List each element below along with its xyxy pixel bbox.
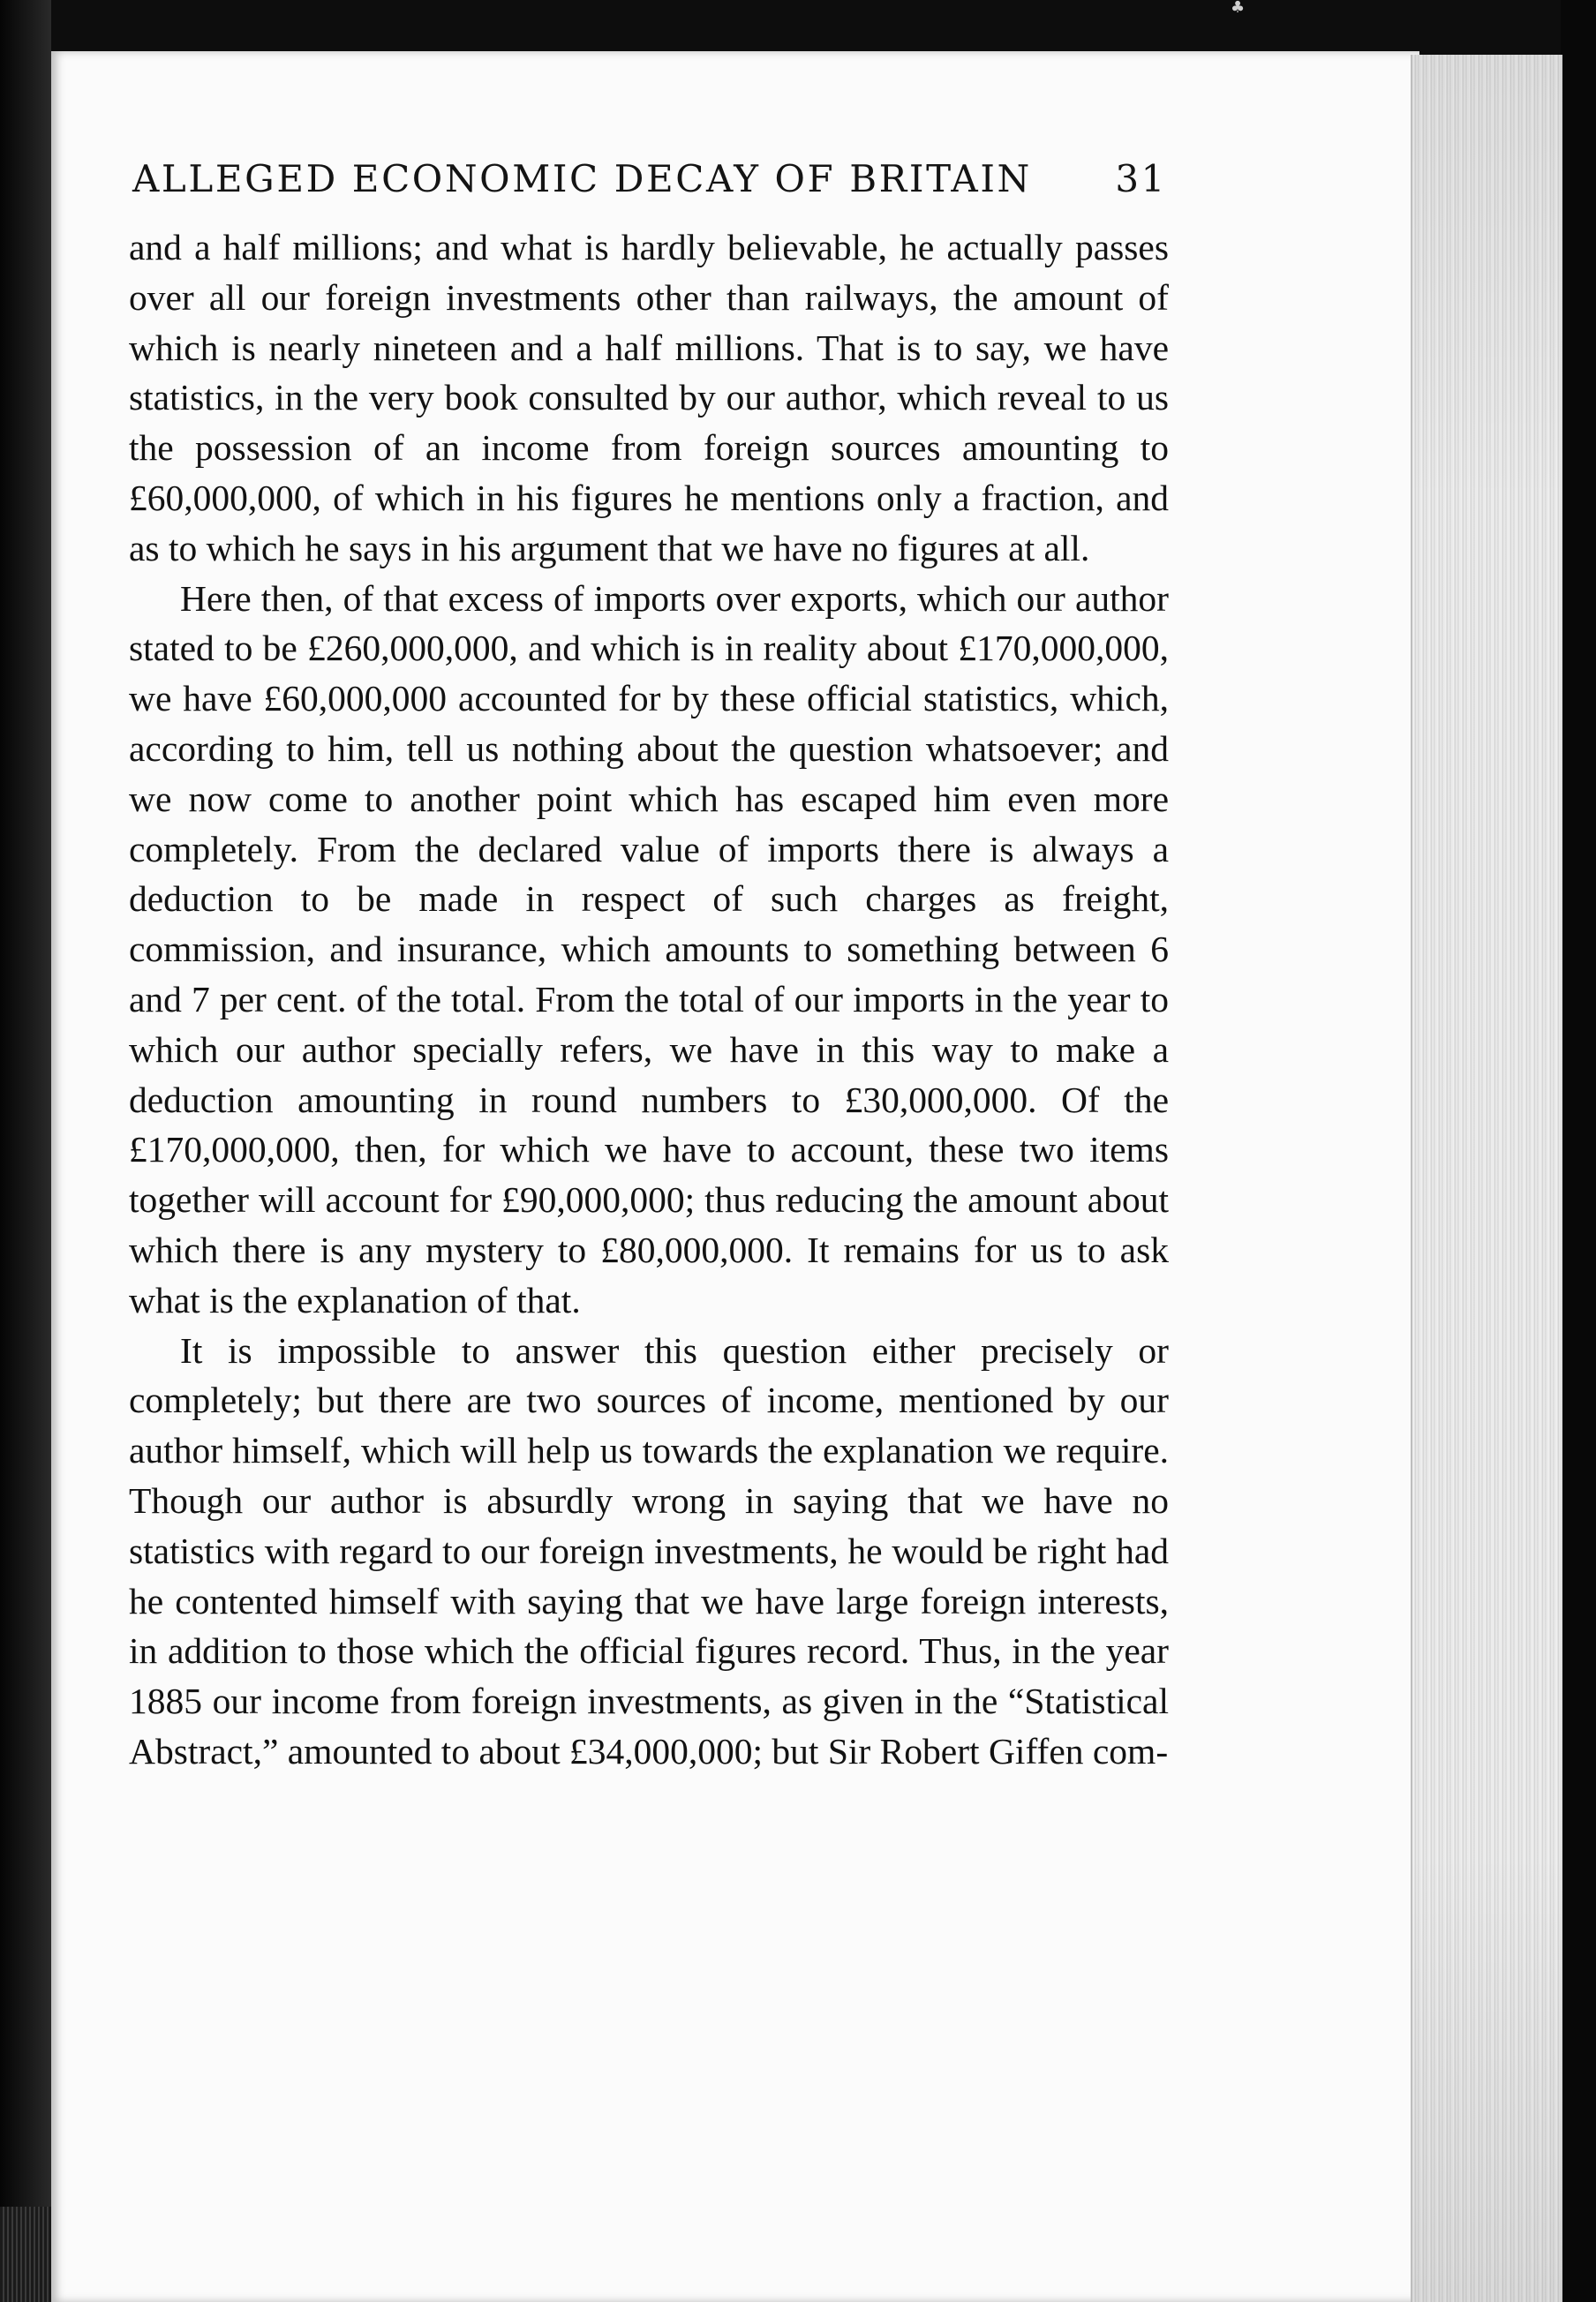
page-number: 31 — [1115, 157, 1167, 200]
paragraph-1: and a half millions; and what is hardly believable, he actually passes over all our foreign investments other than railways, the amount of which is nearly nineteen and a half millions. That is to say, we have statistics, in the very book consulted by our author, which reveal to us the possession of an income from foreign sources amounting to £60,000,000, of which in his figures he mentions only a fraction, and as to which he says in his argument that we have no figures at all. — [129, 227, 1169, 568]
page-edges — [1411, 55, 1562, 2302]
running-title: ALLEGED ECONOMIC DECAY OF BRITAIN — [132, 157, 1032, 200]
page-body — [129, 222, 1169, 1777]
scan-background-right — [1561, 0, 1596, 2302]
paragraph-2: Here then, of that excess of imports over exports, which our author stated to be £260,000,000, and which is in reality about £170,000,000, we have £60,000,000 accounted for by these official statistics, which, according to him, tell us nothing about the question whatsoever; and we now come to another point which has escaped him even more completely. From the declared value of imports there is always a deduction to be made in respect of such charges as freight, commission, and insurance, which amounts to something between 6 and 7 per cent. of the total. From the total of our imports in the year to which our author specially refers, we have in this way to make a deduction amounting in round numbers to £30,000,000. Of the £170,000,000, then, for which we have to account, these two items together will account for £90,000,000; thus reducing the amount about which there is any mystery to £80,000,000. It remains for us to ask what is the explanation of that. — [129, 577, 1169, 1320]
binding-edge — [0, 0, 51, 2302]
binding-fibers — [0, 2207, 51, 2302]
paragraph-3: It is impossible to answer this question either precisely or completely; but there are two sources of income, mentioned by our author himself, which will help us towards the explanation we require. Though our author is absurdly wrong in saying that we have no statistics with regard to our foreign investments, he would be right had he contented himself with saying that we have large foreign interests, in addition to those which the official figures record. Thus, in the year 1885 our income from foreign investments, as given in the “Statistical Abstract,” amounted to about £34,000,000; but Sir Robert Giffen com- — [129, 1329, 1169, 1772]
running-header — [132, 157, 1167, 210]
scan-speck: ♣ — [1231, 0, 1246, 17]
